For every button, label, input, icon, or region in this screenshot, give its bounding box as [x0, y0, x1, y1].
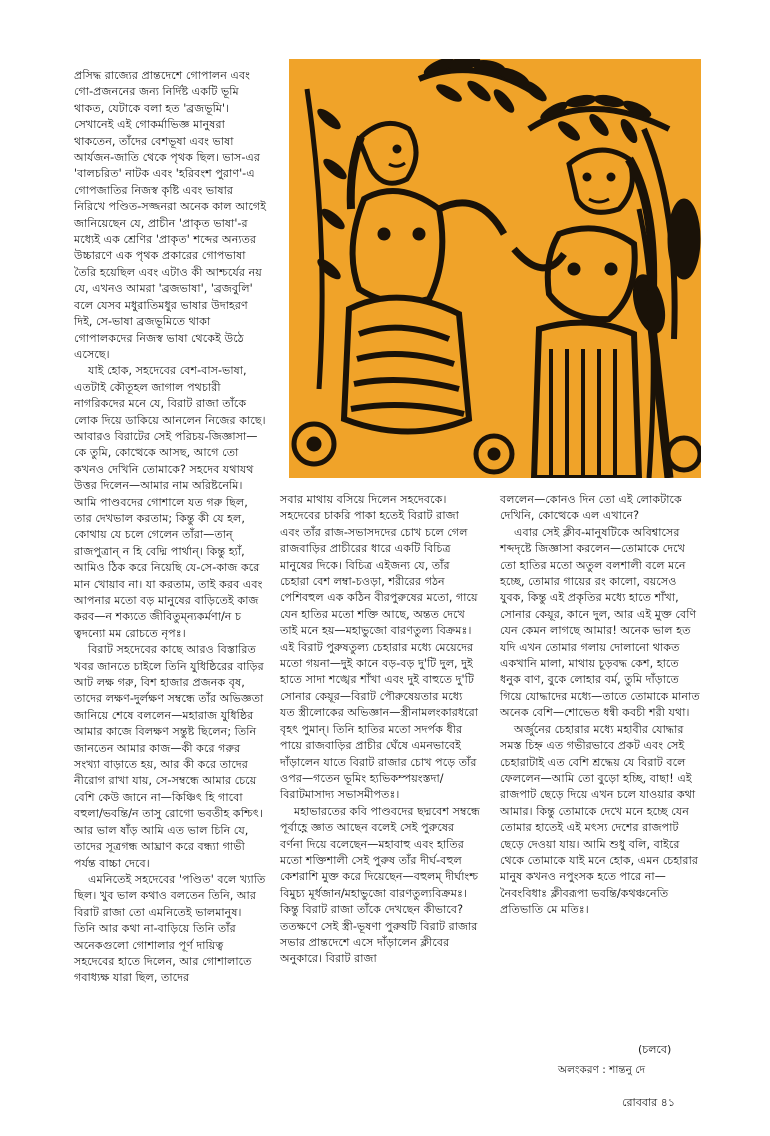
article-column-3 — [500, 492, 700, 919]
article-column-1 — [74, 68, 266, 987]
continued-marker: (চলবে) — [638, 1043, 672, 1056]
page-folio: রোববার ৪১ — [622, 1096, 675, 1109]
paragraph: অর্জুনের চেহারার মধ্যে মহাবীর যোদ্ধার সমস্ত চিহ্ন এত গভীরভাবে প্রকট এবং সেই চেহারাটাই এত বেশি শ্রদ্ধেয় যে বিরাট বলে ফেললেন—আমি তো বুড়ো হচ্ছি, বাছা! এই রাজপাট ছেড়ে দিয়ে এখন চলে যাওয়ার কথা আমার। কিন্তু তোমাকে দেখে মনে হচ্ছে যেন তোমার হাতেই এই মৎস্য দেশের রাজপাট ছেড়ে দেওয়া যায়। আমি শুধু বলি, বাইরে থেকে তোমাকে যাই মনে হোক, এমন চেহারার মানুষ কখনও নপুংসক হতে পারে না—নৈবংবিধাঃ ক্লীবরূপা ভবন্তি/কথঞ্চনেতি প্রতিভাতি মে মতিঃ। — [500, 722, 698, 917]
paragraph: সবার মাথায় বসিয়ে দিলেন সহদেবকে। সহদেবের চাকরি পাকা হতেই বিরাট রাজা এবং তাঁর রাজ-সভাসদদের চোখ চলে গেল রাজবাড়ির প্রাচীরের ধারে একটি বিচিত্র মানুষের দিকে। বিচিত্র এইজন্য যে, তাঁর চেহারা বেশ লম্বা-চওড়া, শরীরের গঠন পেশিবহুল এক কঠিন বীরপুরুষের মতো, গায়ে যেন হাতির মতো শক্তি আছে, অন্তত দেখে তাই মনে হয়—মহাভুজো বারণতুল্য বিক্রমঃ। এই বিরাট পুরুষতুল্য চেহারার মধ্যে মেয়েদের মতো গয়না—দুই কানে বড়-বড় দু'টি দুল, দুই হাতে সাদা শঙ্খের শাঁখা এবং দুই বাহুতে দু'টি সোনার কেয়ূর—বিরাট পৌরুষেয়তার মধ্যে যত স্ত্রীলোকের অভিজ্ঞান—স্ত্রীনামলংকারধরো বৃহৎ পুমান্। তিনি হাতির মতো সদর্পক ধীর পায়ে রাজবাড়ির প্রাচীর ঘেঁষে এমনভাবেই দাঁড়ালেন যাতে বিরাট রাজার চোখ পড়ে তাঁর ওপর—গতেন ভূমিং হ্যভিকম্পয়ংস্তদা/বিরাটমাসাদ্য সভাসমীপতঃ। — [280, 493, 479, 802]
paragraph: বললেন—কোনও দিন তো এই লোকটাকে দেখিনি, কোত্থেকে এল এখানে? — [500, 493, 682, 523]
article-column-2 — [280, 492, 480, 968]
illustration-credit: অলংকরণ : শান্তনু দে — [558, 1064, 645, 1076]
paragraph: এমনিতেই সহদেবের 'পণ্ডিত' বলে খ্যাতি ছিল। খুব ভাল কথাও বলতেন তিনি, আর বিরাট রাজা তো এমনিতেই ভালমানুষ। তিনি আর কথা না-বাড়িয়ে তিনি তাঁর অনেকগুলো গোশালার পূর্ণ দায়িত্ব সহদেবের হাতে দিলেন, আর গোশালাতে গবাধ্যক্ষ যারা ছিল, তাদের — [74, 872, 266, 985]
illustration-two-women — [289, 59, 701, 478]
paragraph: যাই হোক, সহদেবের বেশ-বাস-ভাষা, এতটাই কৌতূহল জাগাল পথচারী নাগরিকদের মনে যে, বিরাট রাজা তাঁকে লোক দিয়ে ডাকিয়ে আনলেন নিজের কাছে। আবারও বিরাটের সেই পরিচয়-জিজ্ঞাসা—কে তুমি, কোত্থেকে আসছ, আগে তো কখনও দেখিনি তোমাকে? সহদেব যথাযথ উত্তর দিলেন—আমার নাম অরিষ্টনেমি। আমি পাণ্ডবদের গোশালে যত গরু ছিল, তার দেখভাল করতাম; কিন্তু কী যে হল, কোথায় যে চলে গেলেন তাঁরা—তান্ রাজপুত্রান্ ন হি বেদ্মি পার্থান্। কিন্তু হ্যাঁ, আমিও ঠিক করে নিয়েছি যে-সে-কাজ করে মান খোয়াব না। যা করতাম, তাই করব এবং আপনার মতো বড় মানুষের বাড়িতেই কাজ করব—ন শক্যতে জীবিতুম্‌ন্যকর্মণা/ন চ ত্বদন্যো মম রোচতে নৃপঃ। — [74, 364, 266, 640]
paragraph: প্রসিদ্ধ রাজ্যের প্রান্তদেশে গোপালন এবং গো-প্রজননের জন্য নির্দিষ্ট একটি ভূমি থাকত, যেটাকে বলা হত 'ব্রজভূমি'। সেখানেই এই গোকর্মাভিজ্ঞ মানুষরা থাকতেন, তাঁদের বেশভূষা এবং ভাষা আর্যজন-জাতি থেকে পৃথক ছিল। ভাস-এর 'বালচরিত' নাটক এবং 'হরিবংশ পুরাণ'-এ গোপজাতির নিজস্ব কৃষ্টি এবং ভাষার নিরিখে পণ্ডিত-সজ্জনরা অনেক কাল আগেই জানিয়েছেন যে, প্রাচীন 'প্রাকৃত ভাষা'-র মধ্যেই এক শ্রেণির 'প্রাকৃত' শব্দের অন্যতর উচ্চারণে এক পৃথক প্রকারের গোপভাষা তৈরি হয়েছিল এবং এটাও কী আশ্চর্যের নয় যে, এখনও আমরা 'ব্রজভাষা', 'ব্রজবুলি' বলে যেসব মধুরাতিমধুর ভাষার উদাহরণ দিই, সে-ভাষা ব্রজভূমিতে থাকা গোপালকদের নিজস্ব ভাষা থেকেই উঠে এসেছে। — [74, 69, 267, 361]
paragraph: মহাভারতের কবি পাণ্ডবদের ছদ্মবেশ সম্বন্ধে পূর্বাহ্ণে জ্ঞাত আছেন বলেই সেই পুরুষের বর্ণনা দিয়ে বলেছেন—মহাবাহু এবং হাতির মতো শক্তিশালী সেই পুরুষ তাঁর দীর্ঘ-বহুল কেশরাশি মুক্ত করে দিয়েছেন—বহুলম্ দীর্ঘাংশ্চ বিমুচ্য মূর্ধজান/মহাভুজো বারণতুল্যবিক্রমঃ। কিন্তু বিরাট রাজা তাঁকে দেখছেন কীভাবে? ততক্ষণে সেই স্ত্রী-ভূষণা পুরুষটি বিরাট রাজার সভার প্রান্তদেশে এসে দাঁড়ালেন ক্লীবের অনুকারে। বিরাট রাজা — [280, 804, 480, 966]
illustration-artwork — [289, 59, 701, 478]
paragraph: এবার সেই ক্লীব-মানুষটিকে অবিশ্বাসের শব্দদৃষ্টে জিজ্ঞাসা করলেন—তোমাকে দেখে তো হাতির মতো অতুল বলশালী বলে মনে হচ্ছে, তোমার গায়ের রং কালো, বয়সেও যুবক, কিন্তু এই প্রকৃতির মধ্যে হাতে শাঁখা, সোনার কেয়ূর, কানে দুল, আর এই মুক্ত বেণি যেন কেমন লাগছে আমার! অনেক ভাল হত যদি এখন তোমার গলায় দোলানো থাকত একখানি মালা, মাথায় চূড়বদ্ধ কেশ, হাতে ধনুক বাণ, বুকে লোহার বর্ম, তুমি দাঁড়াতে গিয়ে যোদ্ধাদের মধ্যে—তাতে তোমাকে মানাত অনেক বেশি—শোভেত ধন্বী কবচী শরী যথা। — [500, 525, 700, 720]
paragraph: বিরাট সহদেবের কাছে আরও বিস্তারিত খবর জানতে চাইলে তিনি যুধিষ্ঠিরের বাড়ির আট লক্ষ গরু, বিশ হাজার প্রজনক বৃষ, তাদের লক্ষণ-দুর্লক্ষণ সম্বন্ধে তাঁর অভিজ্ঞতা জানিয়ে শেষে বললেন—মহারাজ যুধিষ্ঠির আমার কাজে বিলক্ষণ সন্তুষ্ট ছিলেন; তিনি জানতেন আমার কাজ—কী করে গরুর সংখ্যা বাড়াতে হয়, আর কী করে তাদের নীরোগ রাখা যায়, সে-সম্বন্ধে আমার চেয়ে বেশি কেউ জানে না—কিঞ্চিৎ হি গাবো বহুলা/ভবন্তি/ন তাসু রোগো ভবতীহ কশ্চিৎ। আর ভাল ষাঁড় আমি এত ভাল চিনি যে, তাদের সূত্রগন্ধ আঘ্রাণ করে বন্ধ্যা গাভী পর্যন্ত বাচ্চা দেবে। — [74, 643, 264, 870]
